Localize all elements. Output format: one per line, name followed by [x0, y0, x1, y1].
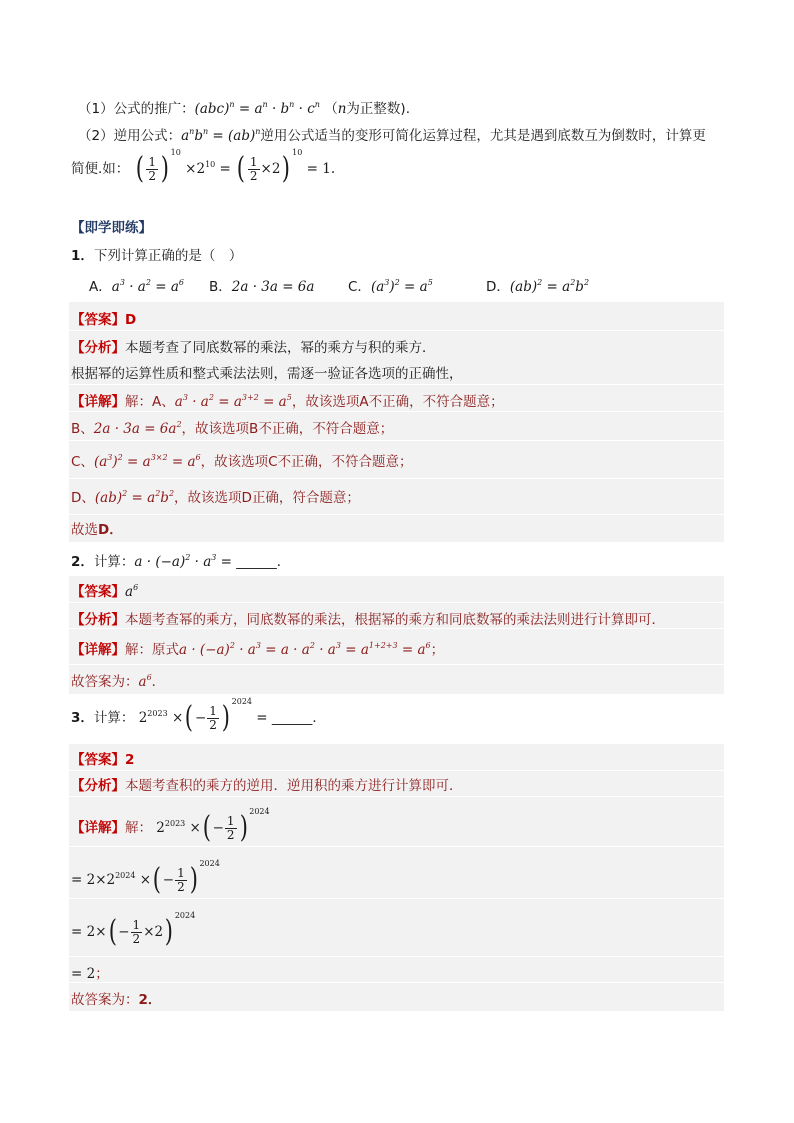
intro-line-3 — [71, 148, 336, 186]
detail-line-b — [71, 417, 393, 437]
detail-tag: 【详解】 — [71, 642, 125, 658]
q1-option-a — [89, 275, 184, 295]
q1-option-b — [209, 275, 314, 295]
analysis-line-2 — [71, 362, 463, 382]
intro-line-1-suffix: （ — [324, 101, 338, 117]
analysis-tag: 【分析】 — [71, 778, 125, 794]
step-line-2: = 2×( − $\frac{1}{2}$ ×2) $^{2024}$ — [71, 911, 196, 949]
question-2 — [71, 550, 290, 570]
final-line: 故答案为：$a^6$． — [71, 673, 166, 690]
intro-line-2 — [78, 124, 706, 144]
q1-option-c — [348, 275, 433, 295]
analysis-text: 本题考查积的乘方的逆用．逆用积的乘方进行计算即可． — [125, 778, 463, 794]
final-text: 故选 — [71, 522, 98, 538]
option-formula: $(a^3)^2 = a^5$ — [370, 278, 433, 295]
detail-text: 正确，符合题意； — [251, 490, 360, 506]
answer-value: D — [125, 312, 137, 328]
step-line-1: = $2\times 2^{2024}$ ×( − $\frac{1}{2}$ ) $^{2024}$ — [71, 859, 220, 897]
analysis-line — [71, 774, 463, 794]
question-stem: 计算： — [93, 710, 135, 726]
option-label: A． — [89, 279, 112, 295]
detail-letter: D — [241, 490, 252, 506]
q1-option-d — [486, 275, 589, 295]
analysis-line — [71, 336, 436, 356]
answer-line — [71, 308, 136, 328]
detail-formula: $2a \cdot 3a = 6a^2$ — [93, 420, 182, 437]
answer-line — [71, 748, 134, 768]
final-answer: 2． — [138, 992, 162, 1008]
analysis-text: 本题考查了同底数幂的乘法，幂的乘方与积的乘方． — [125, 340, 436, 356]
detail-tag: 【详解】 — [71, 820, 125, 836]
final-text: 故答案为： — [71, 674, 139, 690]
option-formula: $(ab)^2 = a^2b^2$ — [509, 278, 590, 295]
detail-line-d — [71, 486, 360, 506]
detail-letter: C — [268, 454, 278, 470]
final-answer: D． — [98, 522, 123, 538]
answer-blank: ______． — [236, 554, 291, 570]
intro-line-3-prefix: 简便.如： — [71, 161, 130, 177]
question-stem: 计算： — [93, 554, 135, 570]
answer-formula: $a^6$ — [125, 583, 139, 600]
detail-line — [71, 807, 270, 845]
question-formula: $2^{2023}$ ×( − $\frac{1}{2}$ ) $^{2024}$ = — [138, 697, 272, 735]
option-label: C． — [348, 279, 371, 295]
detail-line-c — [71, 450, 413, 470]
final-line — [71, 988, 161, 1008]
detail-text: ，故该选项 — [200, 454, 269, 470]
intro-line-1-end: 为正整数). — [346, 101, 410, 117]
analysis-tag: 【分析】 — [71, 340, 125, 356]
formula-example: ( $\frac{1}{2}$ ) $^{10} \times 2^{10}$ = ( $\frac{1}{2}$ ×2) $^{10}$ = 1. — [135, 148, 336, 186]
option-formula: 2a · 3a = 6a — [231, 279, 315, 295]
answer-panel-2 — [69, 576, 724, 694]
detail-tag: 【详解】 — [71, 394, 125, 410]
question-formula: $a \cdot (-a)^2 \cdot a^3$ = — [134, 553, 237, 570]
option-label: B． — [209, 279, 232, 295]
detail-text: 解： — [125, 820, 152, 836]
question-number: 1． — [71, 248, 94, 264]
answer-value: 2 — [125, 752, 135, 768]
analysis-line — [71, 608, 665, 628]
detail-text: 解：原式 — [125, 642, 179, 658]
analysis-text: 本题考查幂的乘方，同底数幂的乘法，根据幂的乘方和同底数幂的乘法法则进行计算即可． — [125, 612, 665, 628]
detail-text: 不正确，不符合题意； — [258, 421, 394, 437]
question-number: 2． — [71, 554, 94, 570]
option-label: D． — [486, 279, 510, 295]
detail-text: ，故该选项 — [291, 394, 360, 410]
formula-inverse: $a^nb^n = (ab)^n$ — [181, 127, 261, 144]
intro-line-1 — [78, 97, 410, 117]
detail-formula: $a^3 \cdot a^2 = a^{3+2} = a^5$ — [174, 393, 292, 410]
detail-text: 不正确，不符合题意； — [277, 454, 413, 470]
answer-tag: 【答案】 — [71, 312, 125, 328]
intro-line-2-prefix: （2）逆用公式： — [78, 128, 182, 144]
detail-text: ，故该选项 — [181, 421, 250, 437]
detail-text: D、 — [71, 490, 95, 506]
detail-formula: $(a^3)^2 = a^{3\times 2} = a^6$ — [93, 453, 201, 470]
detail-line-a — [71, 390, 504, 410]
detail-text: 不正确，不符合题意； — [368, 394, 504, 410]
detail-formula: $a \cdot (-a)^2 \cdot a^3 = a \cdot a^2 \cdot a^3 = a^{1+2+3} = a^6$ — [179, 641, 431, 658]
answer-tag: 【答案】 — [71, 752, 125, 768]
detail-formula: $(ab)^2 = a^2b^2$ — [94, 489, 175, 506]
detail-formula: $2^{2023}$ ×( − $\frac{1}{2}$ ) $^{2024}$ — [156, 807, 270, 845]
detail-letter: B — [249, 421, 259, 437]
analysis-text: 根据幂的运算性质和整式乘法法则，需逐一验证各选项的正确性， — [71, 366, 463, 382]
analysis-tag: 【分析】 — [71, 612, 125, 628]
final-text: 故答案为： — [71, 992, 139, 1008]
question-3 — [71, 697, 326, 735]
detail-text: ，故该选项 — [174, 490, 242, 506]
formula-product-power: $(abc)^n = a^n \cdot b^n \cdot c^n$ — [194, 100, 320, 117]
detail-text: B、 — [71, 421, 94, 437]
variable-n: n — [337, 101, 347, 117]
detail-text: C、 — [71, 454, 94, 470]
step-line-3: = 2； — [71, 966, 109, 982]
intro-line-1-prefix: （1）公式的推广： — [78, 101, 195, 117]
section-title: 【即学即练】 — [71, 220, 152, 236]
detail-letter: A — [359, 394, 369, 410]
answer-blank: ______． — [271, 710, 326, 726]
answer-tag: 【答案】 — [71, 584, 125, 600]
final-formula: $a^6$ — [138, 673, 152, 690]
question-number: 3． — [71, 710, 94, 726]
intro-line-2-text: 逆用公式适当的变形可简化运算过程，尤其是遇到底数互为倒数时，计算更 — [260, 128, 706, 144]
detail-text: 解：A、 — [125, 394, 175, 410]
option-formula: $a^3 \cdot a^2 = a^6$ — [111, 278, 184, 295]
answer-line — [71, 580, 138, 600]
detail-line: 【详解】解：原式$a \cdot (-a)^2 \cdot a^3 = a \cdot a^2 \cdot a^3 = a^{1+2+3} = a^6$； — [71, 641, 445, 658]
question-1 — [71, 244, 242, 264]
final-line — [71, 518, 123, 538]
question-stem: 下列计算正确的是（ ） — [93, 248, 243, 264]
